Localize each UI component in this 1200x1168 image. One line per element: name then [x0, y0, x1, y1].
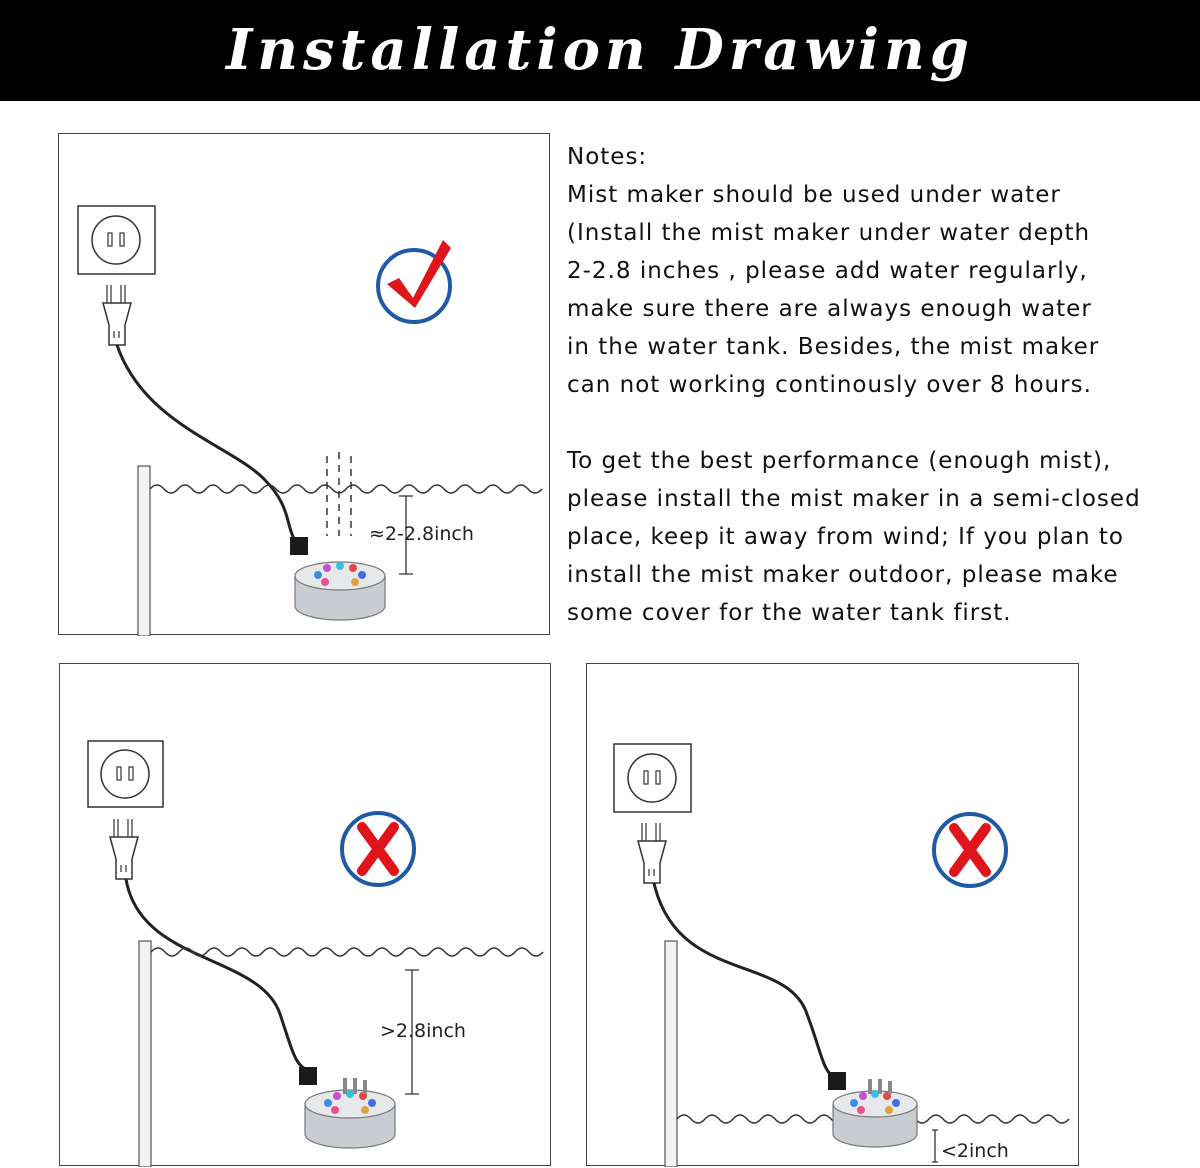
mist-maker-device: [299, 1067, 395, 1148]
depth-label: ≈2-2.8inch: [369, 523, 474, 545]
x-icon: [342, 813, 414, 885]
notes-line: make sure there are always enough water: [567, 296, 1092, 322]
plug-icon: [638, 823, 666, 883]
page-title: Installation Drawing: [226, 17, 974, 83]
depth-dimension: [369, 496, 474, 574]
depth-dimension: [932, 1130, 1009, 1162]
notes-line: some cover for the water tank first.: [567, 600, 1012, 626]
panel-too-shallow: [586, 663, 1079, 1166]
notes-line: install the mist maker outdoor, please make: [567, 562, 1119, 588]
notes-line: in the water tank. Besides, the mist maker: [567, 334, 1100, 360]
header-bar: [0, 0, 1200, 101]
wall-socket-icon: [614, 744, 691, 812]
notes-line: To get the best performance (enough mist),: [567, 448, 1112, 474]
depth-label: >2.8inch: [380, 1020, 466, 1042]
water-surface: [151, 948, 543, 956]
notes-line: can not working continously over 8 hours.: [567, 372, 1092, 398]
notes-line: place, keep it away from wind; If you plan to: [567, 524, 1124, 550]
x-icon: [934, 814, 1006, 886]
notes-line: (Install the mist maker under water depth: [567, 220, 1091, 246]
panel-correct-installation: [58, 133, 550, 635]
notes-line: Mist maker should be used under water: [567, 182, 1061, 208]
notes-heading: Notes:: [567, 144, 648, 170]
depth-label: <2inch: [941, 1140, 1009, 1162]
panel-too-deep: [59, 663, 551, 1166]
depth-dimension: [380, 970, 466, 1094]
wall-socket-icon: [78, 206, 155, 274]
wall-socket-icon: [88, 741, 163, 807]
notes-line: please install the mist maker in a semi-closed: [567, 486, 1141, 512]
check-icon: [378, 240, 451, 322]
water-surface: [150, 485, 542, 493]
plug-icon: [103, 285, 131, 345]
plug-icon: [110, 819, 138, 879]
notes-block: [567, 138, 1197, 632]
mist-maker-device: [290, 537, 385, 620]
notes-line: 2-2.8 inches , please add water regularly,: [567, 258, 1088, 284]
mist-maker-device: [828, 1072, 917, 1147]
